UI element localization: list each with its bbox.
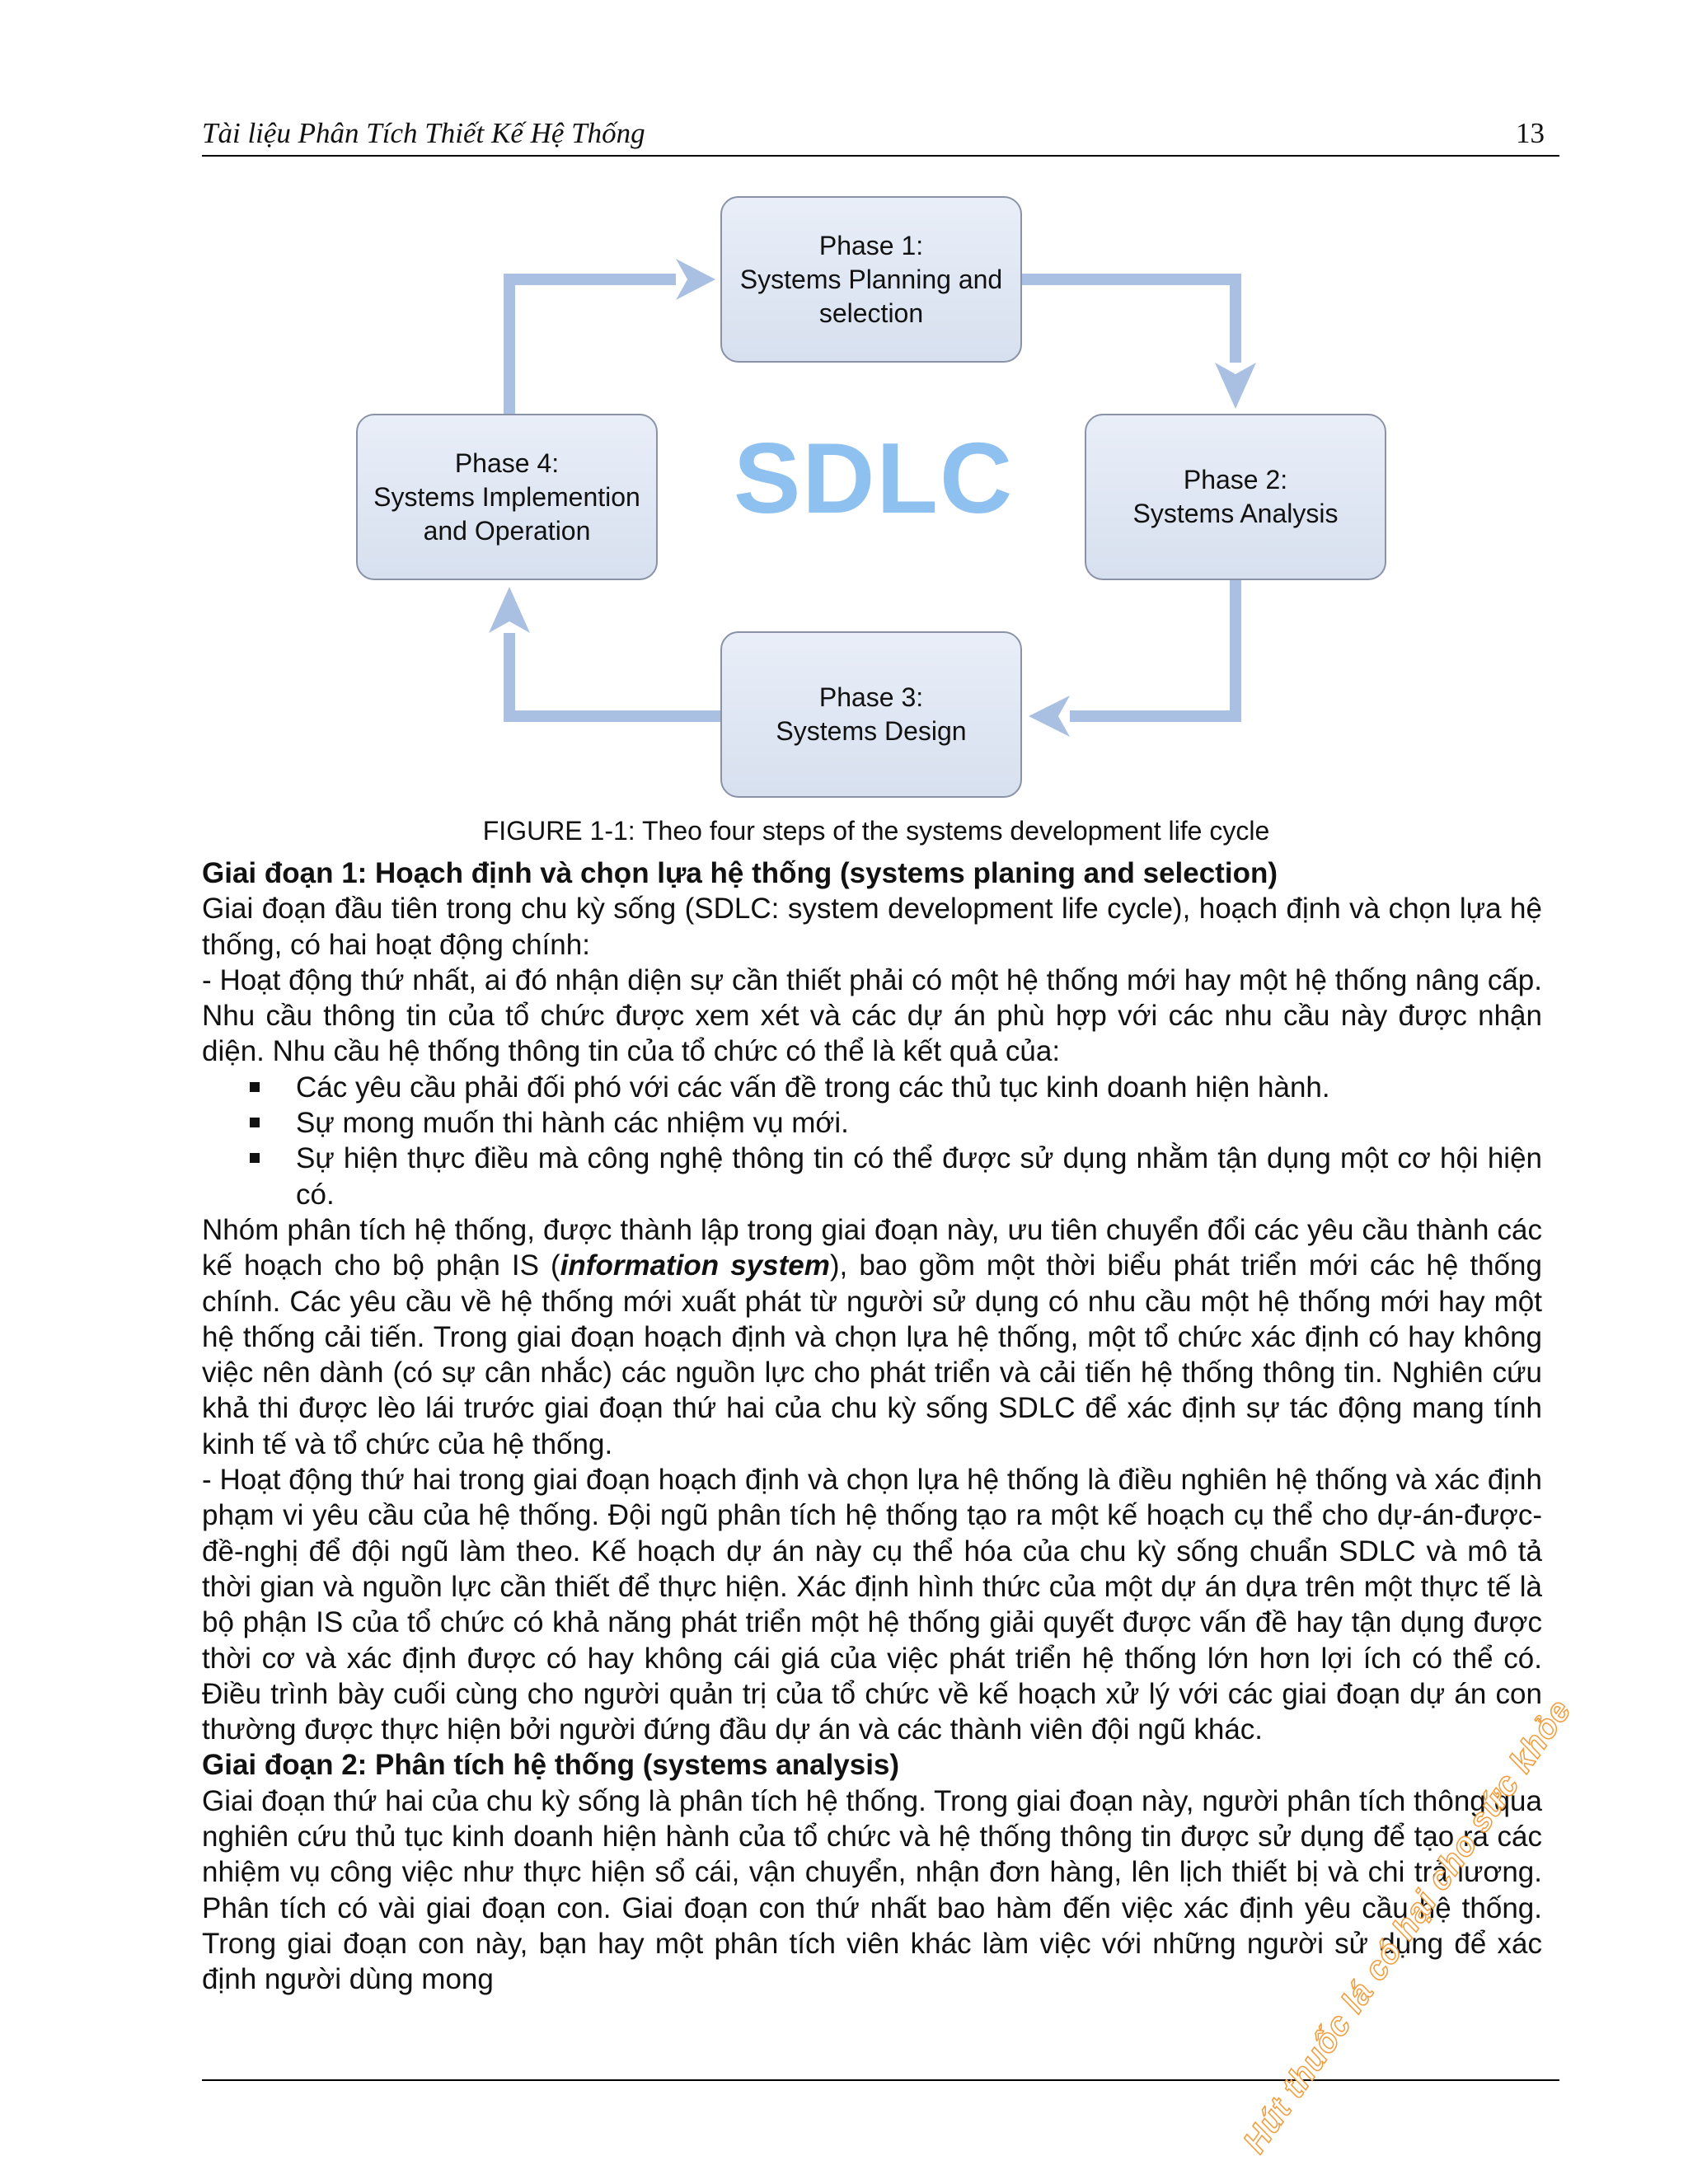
paragraph-systems-analysis: Giai đoạn thứ hai của chu kỳ sống là phân tích hệ thống. Trong giai đoạn này, người phân tích thông qua nghiên cứu thủ tục kinh doanh hiện hành của tổ chức và hệ thống thông tin được sử dụng để tạo ra các nhiệm vụ công việc như thực hiện sổ cái, vận chuyển, nhận đơn hàng, lên lịch thiết bị và chi trả lương. Phân tích có vài giai đoạn con. Giai đoạn con thứ nhất bao hàm đến việc xác định yêu cầu hệ thống. Trong giai đoạn con này, bạn hay một phân tích viên khác làm việc với những người sử dụng để xác định người dùng mong bbox=[202, 1784, 1542, 1996]
arrow-phase4-to-phase1 bbox=[509, 279, 676, 414]
bullet-item bbox=[202, 1141, 1542, 1212]
phase-2-label: Phase 2: Systems Analysis bbox=[1132, 465, 1339, 528]
arrowhead-phase2 bbox=[1215, 363, 1256, 409]
figure-caption: FIGURE 1-1: Theo four steps of the systems development life cycle bbox=[482, 816, 1270, 846]
sdlc-center-label: SDLC bbox=[733, 422, 1015, 534]
paragraph-analysis-team-part1: Nhóm phân tích hệ thống, được thành lập trong giai đoạn này, ưu tiên chuyển đổi các yêu cầu thành các kế hoạch cho bộ phận IS ( bbox=[202, 1213, 1542, 1282]
section-heading-1: Giai đoạn 1: Hoạch định và chọn lựa hệ thống (systems planing and selection) bbox=[202, 857, 1278, 889]
paragraph-analysis-team-part2: ), bao gồm một thời biểu phát triển mới các hệ thống chính. Các yêu cầu về hệ thống mới xuất phát từ người sử dụng có nhu cầu một hệ thống mới hay một hệ thống cải tiến. Trong giai đoạn hoạch định và chọn lựa hệ thống, một tổ chức xác định có hay không việc nên dành (có sự cân nhắc) các nguồn lực cho phát triển và cải tiến hệ thống thông tin. Nghiên cứu khả thi được lèo lái trước giai đoạn thứ hai của chu kỳ sống SDLC để xác định sự tác động mang tính kinh tế và tổ chức của hệ thống. bbox=[202, 1249, 1542, 1460]
bullet-text: Sự mong muốn thi hành các nhiệm vụ mới. bbox=[296, 1107, 849, 1140]
emphasis-information-system: information system bbox=[560, 1249, 830, 1282]
arrow-phase1-to-phase2 bbox=[1022, 279, 1236, 363]
section-heading-2: Giai đoạn 2: Phân tích hệ thống (systems analysis) bbox=[202, 1749, 900, 1782]
header-title: Tài liệu Phân Tích Thiết Kế Hệ Thống bbox=[202, 117, 645, 149]
body-text bbox=[202, 855, 1542, 1998]
sdlc-diagram bbox=[0, 0, 1688, 824]
footer-divider bbox=[202, 2079, 1559, 2081]
paragraph-activity-2: - Hoạt động thứ hai trong giai đoạn hoạch định và chọn lựa hệ thống là điều nghiên hệ thống và xác định phạm vi yêu cầu của hệ thống. Đội ngũ phân tích hệ thống tạo ra một kế hoạch cụ thể cho dự-án-được-đề-nghị để đội ngũ làm theo. Kế hoạch dự án này cụ thể hóa của chu kỳ sống chuẩn SDLC và mô tả thời gian và nguồn lực cần thiết để thực hiện. Xác định hình thức của một dự án dựa trên một thực tế là bộ phận IS của tổ chức có khả năng phát triển một hệ thống giải quyết được vấn đề hay tận dụng được thời cơ và xác định được có hay không cái giá của việc phát triển hệ thống lớn hơn lợi ích có thể có. Điều trình bày cuối cùng cho người quản trị của tổ chức về kế hoạch xử lý với các giai đoạn dự án con thường được thực hiện bởi người đứng đầu dự án và các thành viên đội ngũ khác. bbox=[202, 1464, 1542, 1746]
arrowhead-phase4 bbox=[489, 587, 530, 633]
phase-3-label: Phase 3: Systems Design bbox=[776, 682, 967, 746]
phase-4-box bbox=[356, 414, 658, 580]
phase-1-label: Phase 1: Systems Planning and selection bbox=[739, 230, 1003, 328]
bullet-text: Sự hiện thực điều mà công nghệ thông tin có thể được sử dụng nhằm tận dụng một cơ hội hiện có. bbox=[296, 1142, 1542, 1211]
paragraph-activity-1: - Hoạt động thứ nhất, ai đó nhận diện sự cần thiết phải có một hệ thống mới hay một hệ thống nâng cấp. Nhu cầu thông tin của tổ chức được xem xét và các dự án phù hợp với các nhu cầu này được nhận diện. Nhu cầu hệ thống thông tin của tổ chức có thể là kết quả của: bbox=[202, 963, 1542, 1068]
bullet-item bbox=[202, 1070, 1542, 1105]
phase-3-box bbox=[720, 631, 1022, 798]
bullet-item bbox=[202, 1105, 1542, 1141]
bullet-text: Các yêu cầu phải đối phó với các vấn đề trong các thủ tục kinh doanh hiện hành. bbox=[296, 1071, 1330, 1104]
watermark-stamp: Hút thuốc lá có hại cho sức khỏe bbox=[1236, 1692, 1578, 2160]
arrowhead-phase1 bbox=[676, 259, 715, 300]
phase-4-label: Phase 4: Systems Implemention and Operation bbox=[373, 448, 640, 546]
arrow-phase2-to-phase3 bbox=[1070, 580, 1236, 716]
phase-1-box bbox=[720, 196, 1022, 363]
paragraph-intro: Giai đoạn đầu tiên trong chu kỳ sống (SDLC: system development life cycle), hoạch định và chọn lựa hệ thống, có hai hoạt động chính: bbox=[202, 893, 1542, 961]
page-number: 13 bbox=[1516, 117, 1545, 149]
phase-2-box bbox=[1085, 414, 1386, 580]
arrowhead-phase3 bbox=[1029, 696, 1070, 737]
arrow-phase3-to-phase4 bbox=[509, 633, 720, 716]
paragraph-analysis-team bbox=[202, 1212, 1542, 1462]
needs-bullet-list bbox=[202, 1070, 1542, 1212]
